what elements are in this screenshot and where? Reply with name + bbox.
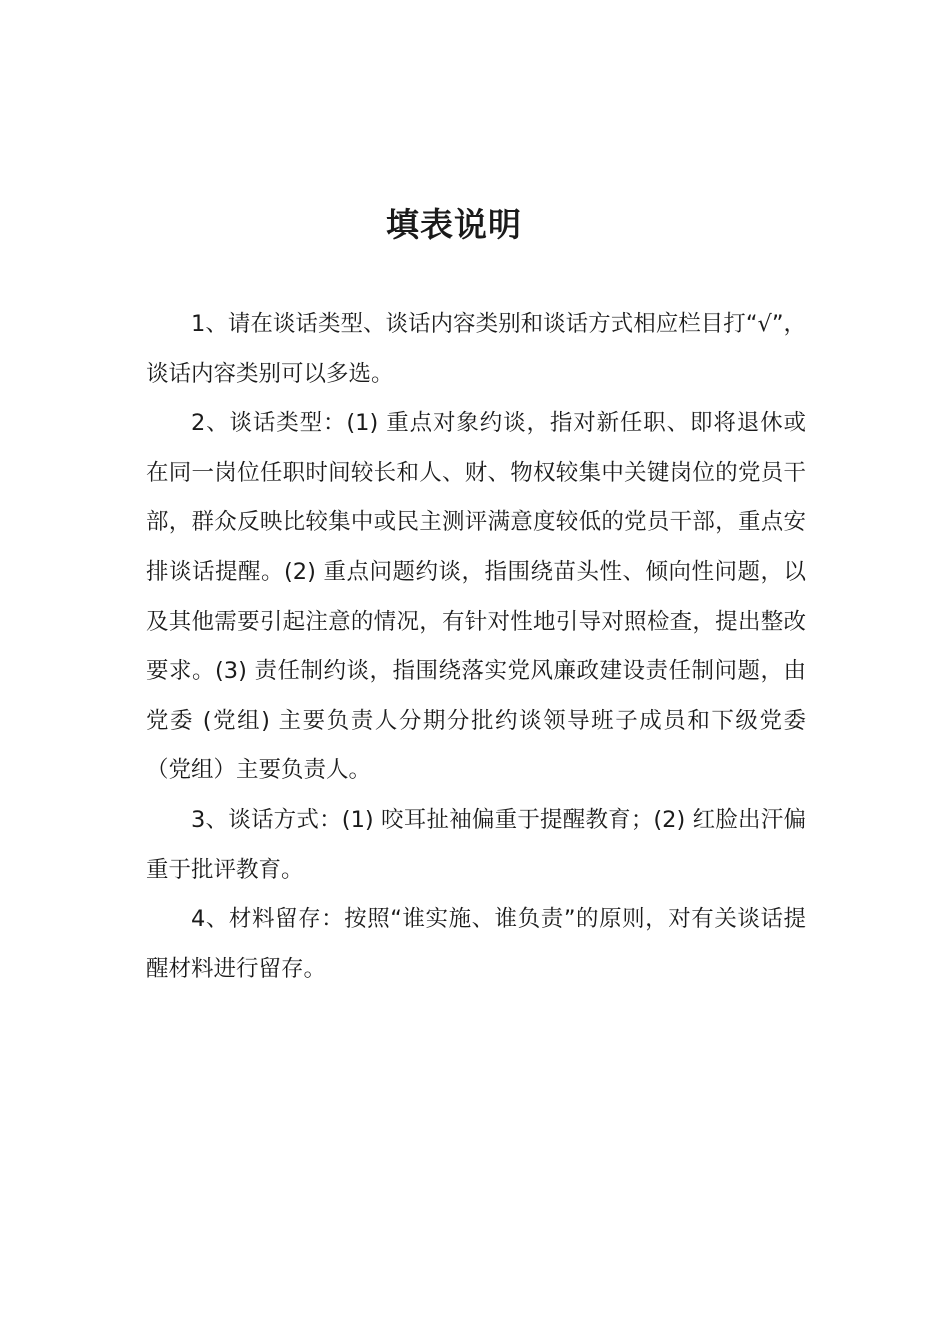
instruction-paragraph-1: 1、请在谈话类型、谈话内容类别和谈话方式相应栏目打“√”，谈话内容类别可以多选。: [146, 311, 806, 387]
page-title: 填表说明: [386, 205, 522, 244]
instruction-paragraph-3: 3、谈话方式：(1) 咬耳扯袖偏重于提醒教育；(2) 红脸出汗偏重于批评教育。: [146, 806, 806, 883]
instructions-body: [146, 300, 806, 994]
instruction-paragraph-2: 2、谈话类型：(1) 重点对象约谈，指对新任职、即将退休或在同一岗位任职时间较长和人、财、物权较集中关键岗位的党员干部，群众反映比较集中或民主测评满意度较低的党员干部，重点安排谈话提醒。(2) 重点问题约谈，指围绕苗头性、倾向性问题，以及其他需要引起注意的情况，有针对性地引导对照检查，提出整改要求。(3) 责任制约谈，指围绕落实党风廉政建设责任制问题，由党委 (党组) 主要负责人分期分批约谈领导班子成员和下级党委（党组）主要负责人。: [146, 410, 806, 784]
instruction-paragraph-4: 4、材料留存：按照“谁实施、谁负责”的原则，对有关谈话提醒材料进行留存。: [146, 906, 806, 982]
